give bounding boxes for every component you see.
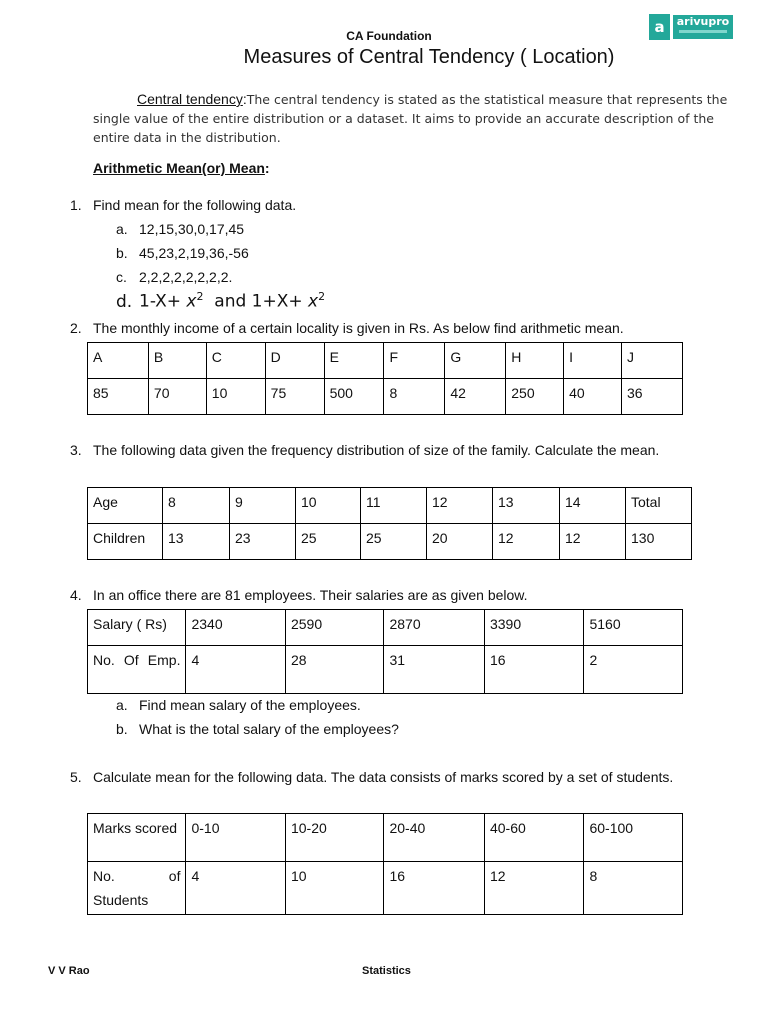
page-title: Measures of Central Tendency ( Location): [243, 46, 615, 68]
table-cell: 42: [445, 379, 506, 415]
expr-var-2: x: [308, 291, 319, 312]
item-letter: c.: [116, 269, 127, 285]
table-cell: 2590: [285, 610, 383, 646]
q1-item-a: [116, 217, 244, 241]
table-cell: 85: [88, 379, 149, 415]
section-heading: [93, 160, 270, 176]
table-cell: 31: [384, 646, 485, 694]
question-2: [70, 316, 734, 340]
item-letter: a.: [116, 221, 128, 237]
footer-subject: Statistics: [362, 965, 411, 977]
table-cell: 36: [622, 379, 683, 415]
expr-exp-1: 2: [196, 290, 204, 303]
table-cell: 23: [230, 524, 296, 560]
table-row: [88, 610, 683, 646]
table-row: [88, 862, 683, 915]
table-row: [88, 488, 692, 524]
table-cell: G: [445, 343, 506, 379]
footer-author: V V Rao: [48, 965, 90, 977]
item-letter: a.: [116, 697, 128, 713]
question-text: The following data given the frequency distribution of size of the family. Calculate the mean.: [93, 442, 660, 458]
table-cell: 5160: [584, 610, 683, 646]
item-text: 12,15,30,0,17,45: [139, 221, 245, 237]
item-text: 45,23,2,19,36,-56: [139, 245, 249, 261]
question-4: [70, 583, 734, 607]
question-3: [70, 438, 734, 462]
table-row: [88, 379, 683, 415]
table-row: [88, 343, 683, 379]
table-cell: 500: [324, 379, 384, 415]
question-number: 2.: [70, 320, 82, 336]
item-letter: d.: [116, 291, 133, 312]
item-text: Find mean salary of the employees.: [139, 697, 361, 713]
table-row: [88, 814, 683, 862]
item-text: What is the total salary of the employees?: [139, 721, 399, 737]
question-number: 1.: [70, 197, 82, 213]
table-cell: 25: [361, 524, 427, 560]
table-cell: 40: [564, 379, 622, 415]
section-heading-colon: :: [264, 160, 270, 176]
table-cell: Age: [88, 488, 163, 524]
table-cell: A: [88, 343, 149, 379]
table-cell: 130: [626, 524, 692, 560]
table-cell: 8: [384, 379, 445, 415]
table-cell: 20-40: [384, 814, 485, 862]
table-cell: 12: [493, 524, 560, 560]
table-cell: 2870: [384, 610, 485, 646]
expr-part-1: 1-X+: [139, 291, 181, 312]
question-5: [70, 765, 734, 789]
table-cell: C: [206, 343, 265, 379]
table-cell: 10: [296, 488, 361, 524]
intro-colon: :: [242, 91, 247, 107]
table-cell: 25: [296, 524, 361, 560]
question-text: The monthly income of a certain locality is given in Rs. As below find arithmetic mean.: [93, 320, 624, 336]
table-cell: 8: [163, 488, 230, 524]
table-cell: 4: [186, 862, 286, 915]
table-cell: 4: [186, 646, 286, 694]
q1-item-c: [116, 265, 232, 289]
question-text: In an office there are 81 employees. Their salaries are as given below.: [93, 587, 528, 603]
header-label: CA Foundation: [346, 29, 432, 43]
logo-icon: a: [649, 14, 670, 40]
table-cell: Salary ( Rs): [88, 610, 186, 646]
family-size-table: [87, 487, 692, 560]
income-table: [87, 342, 683, 415]
intro-paragraph: [93, 90, 733, 147]
table-cell: 3390: [484, 610, 584, 646]
table-cell: 13: [493, 488, 560, 524]
table-cell: F: [384, 343, 445, 379]
table-cell: 2340: [186, 610, 286, 646]
table-cell: 2: [584, 646, 683, 694]
brand-logo: [649, 14, 733, 40]
table-cell: I: [564, 343, 622, 379]
expr-part-2: and 1+X+: [214, 291, 303, 312]
table-row: [88, 524, 692, 560]
q4-item-a: [116, 693, 361, 717]
table-cell: Children: [88, 524, 163, 560]
table-cell: 9: [230, 488, 296, 524]
table-cell: 20: [427, 524, 493, 560]
table-cell: 16: [484, 646, 584, 694]
table-cell: 75: [265, 379, 324, 415]
table-cell: 250: [506, 379, 564, 415]
table-cell: 70: [148, 379, 206, 415]
item-text: 2,2,2,2,2,2,2,2.: [139, 269, 233, 285]
table-cell: 28: [285, 646, 383, 694]
table-cell: J: [622, 343, 683, 379]
table-row: [88, 646, 683, 694]
table-cell: 10: [285, 862, 383, 915]
q1-item-b: [116, 241, 249, 265]
table-cell: 10-20: [285, 814, 383, 862]
table-cell: D: [265, 343, 324, 379]
intro-lead: Central tendency: [137, 91, 243, 107]
table-cell: H: [506, 343, 564, 379]
marks-table: [87, 813, 683, 915]
item-letter: b.: [116, 721, 128, 737]
table-cell: Marks scored: [88, 814, 186, 862]
table-cell: 8: [584, 862, 683, 915]
logo-text: arivupro: [676, 15, 730, 28]
question-text: Calculate mean for the following data. The data consists of marks scored by a set of students.: [93, 769, 674, 785]
table-cell: B: [148, 343, 206, 379]
table-cell: Total: [626, 488, 692, 524]
expr-exp-2: 2: [318, 290, 326, 303]
logo-wordmark: [673, 15, 733, 39]
expr-var-1: x: [186, 291, 197, 312]
table-cell: E: [324, 343, 384, 379]
question-text: Find mean for the following data.: [93, 197, 297, 213]
question-1: [70, 193, 734, 217]
item-letter: b.: [116, 245, 128, 261]
table-cell: 12: [484, 862, 584, 915]
q4-item-b: [116, 717, 399, 741]
table-cell: 16: [384, 862, 485, 915]
table-cell: 12: [427, 488, 493, 524]
table-cell: 12: [560, 524, 626, 560]
table-cell: 11: [361, 488, 427, 524]
table-cell: 60-100: [584, 814, 683, 862]
table-cell: 10: [206, 379, 265, 415]
table-cell: 14: [560, 488, 626, 524]
table-cell: 13: [163, 524, 230, 560]
salary-table: [87, 609, 683, 694]
table-cell: 40-60: [484, 814, 584, 862]
question-number: 5.: [70, 769, 82, 785]
logo-underline: [679, 30, 727, 33]
table-cell: 0-10: [186, 814, 286, 862]
intro-text: The central tendency is stated as the statistical measure that represents the single value of the entire distribution or a dataset. It aims to provide an accurate description of the entire data in the distribution.: [93, 92, 728, 145]
table-cell: No. Of Emp.: [88, 646, 186, 694]
table-cell: No. of Students: [88, 862, 186, 915]
q1-item-d: [116, 290, 325, 312]
question-number: 4.: [70, 587, 82, 603]
section-heading-text: Arithmetic Mean(or) Mean: [93, 160, 265, 176]
question-number: 3.: [70, 442, 82, 458]
